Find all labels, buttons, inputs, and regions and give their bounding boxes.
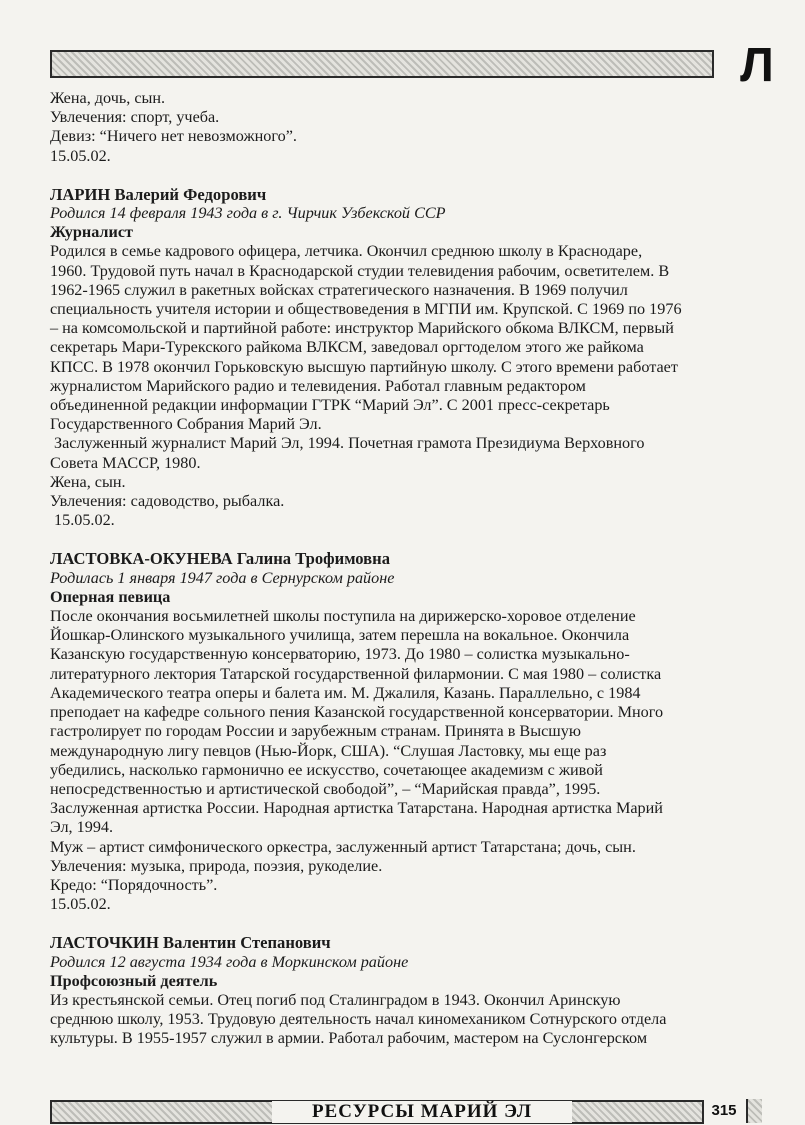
entry-name: ЛАСТОЧКИН Валентин Степанович bbox=[50, 933, 331, 953]
body-line: Кредо: “Порядочность”. bbox=[50, 875, 218, 894]
body-line: КПСС. В 1978 окончил Горьковскую высшую партийную школу. С этого времени работает bbox=[50, 357, 678, 376]
entry-profession: Журналист bbox=[50, 223, 133, 242]
body-line: 15.05.02. bbox=[50, 895, 111, 914]
body-line: секретарь Мари-Турекского райкома ВЛКСМ, заведовал оргтоделом этого же райкома bbox=[50, 338, 644, 357]
body-line: Увлечения: садоводство, рыбалка. bbox=[50, 492, 285, 511]
body-line: Девиз: “Ничего нет невозможного”. bbox=[50, 127, 297, 146]
body-line: Увлечения: спорт, учеба. bbox=[50, 108, 220, 127]
body-line: специальность учителя истории и обществоведения в МГПИ им. Крупской. С 1969 по 1976 bbox=[50, 300, 682, 319]
body-line: Заслуженный журналист Марий Эл, 1994. Почетная грамота Президиума Верховного bbox=[54, 434, 645, 453]
entry-profession: Профсоюзный деятель bbox=[50, 971, 218, 990]
body-line: Жена, сын. bbox=[50, 472, 126, 491]
entry-name: ЛАСТОВКА-ОКУНЕВА Галина Трофимовна bbox=[50, 549, 390, 569]
biography-entry bbox=[50, 933, 750, 1048]
body-line: Совета МАССР, 1980. bbox=[50, 453, 201, 472]
body-line: литературного лектория Татарской государственной филармонии. С мая 1980 – солистка bbox=[50, 664, 662, 683]
body-line: 15.05.02. bbox=[54, 511, 115, 530]
body-line: 15.05.02. bbox=[50, 146, 111, 165]
biography-entry bbox=[50, 185, 750, 531]
page-content bbox=[50, 89, 750, 1049]
body-line: Государственного Собрания Марий Эл. bbox=[50, 415, 322, 434]
body-line: среднюю школу, 1953. Трудовую деятельность начал киномехаником Сотнурского отдела bbox=[50, 1010, 667, 1029]
body-line: Академического театра оперы и балета им. М. Джалиля, Казань. Параллельно, с 1984 bbox=[50, 683, 641, 702]
body-line: гастролирует по городам России и зарубежным странам. Принята в Высшую bbox=[50, 722, 581, 741]
body-line: Из крестьянской семьи. Отец погиб под Сталинградом в 1943. Окончил Аринскую bbox=[50, 990, 621, 1009]
body-line: 1962-1965 служил в ракетных войсках стратегического назначения. В 1969 получил bbox=[50, 280, 628, 299]
section-letter: Л bbox=[740, 39, 774, 92]
header-decorative-band bbox=[50, 50, 714, 78]
entry-birth: Родился 12 августа 1934 года в Моркинском районе bbox=[50, 952, 409, 971]
body-line: Жена, дочь, сын. bbox=[50, 89, 166, 107]
body-line: объединенной редакции информации ГТРК “Марий Эл”. С 2001 пресс-секретарь bbox=[50, 396, 610, 415]
body-line: Казанскую государственную консерваторию, 1973. До 1980 – солистка музыкально- bbox=[50, 645, 630, 664]
body-line: 1960. Трудовой путь начал в Краснодарской студии телевидения рабочим, осветителем. В bbox=[50, 261, 670, 280]
footer-corner-band bbox=[746, 1099, 762, 1123]
footer-title: РЕСУРСЫ МАРИЙ ЭЛ bbox=[272, 1101, 572, 1123]
body-line: журналистом Марийского радио и телевидения. Работал главным редактором bbox=[50, 376, 586, 395]
body-line: убедились, насколько гармонично ее искусство, сочетающее академизм с живой bbox=[50, 760, 603, 779]
page-number: 315 bbox=[704, 1099, 744, 1123]
body-line: Эл, 1994. bbox=[50, 818, 114, 837]
body-line: Заслуженная артистка России. Народная артистка Татарстана. Народная артистка Марий bbox=[50, 799, 663, 818]
entry-birth: Родился 14 февраля 1943 года в г. Чирчик Узбекской ССР bbox=[50, 204, 446, 223]
entry-profession: Оперная певица bbox=[50, 587, 171, 606]
body-line: Родился в семье кадрового офицера, летчика. Окончил среднюю школу в Краснодаре, bbox=[50, 242, 643, 261]
entry-name: ЛАРИН Валерий Федорович bbox=[50, 184, 267, 204]
body-line: Увлечения: музыка, природа, поэзия, рукоделие. bbox=[50, 856, 383, 875]
body-line: Муж – артист симфонического оркестра, заслуженный артист Татарстана; дочь, сын. bbox=[50, 837, 636, 856]
body-line: культуры. В 1955-1957 служил в армии. Работал рабочим, мастером на Суслонгерском bbox=[50, 1029, 648, 1048]
body-line: преподает на кафедре сольного пения Казанской государственной консерватории. Много bbox=[50, 703, 664, 722]
intro-block bbox=[50, 89, 750, 166]
entry-birth: Родилась 1 января 1947 года в Сернурском районе bbox=[50, 568, 395, 587]
body-line: международную лигу певцов (Нью-Йорк, США). “Слушая Ластовку, мы еще раз bbox=[50, 741, 607, 760]
body-line: Йошкар-Олинского музыкального училища, затем перешла на вокальное. Окончила bbox=[50, 626, 630, 645]
body-line: – на комсомольской и партийной работе: инструктор Марийского обкома ВЛКСМ, первый bbox=[50, 319, 674, 338]
body-line: После окончания восьмилетней школы поступила на дирижерско-хоровое отделение bbox=[50, 607, 636, 626]
biography-entry bbox=[50, 549, 750, 914]
body-line: непосредственностью и артистической свободой”, – “Марийская правда”, 1995. bbox=[50, 779, 601, 798]
